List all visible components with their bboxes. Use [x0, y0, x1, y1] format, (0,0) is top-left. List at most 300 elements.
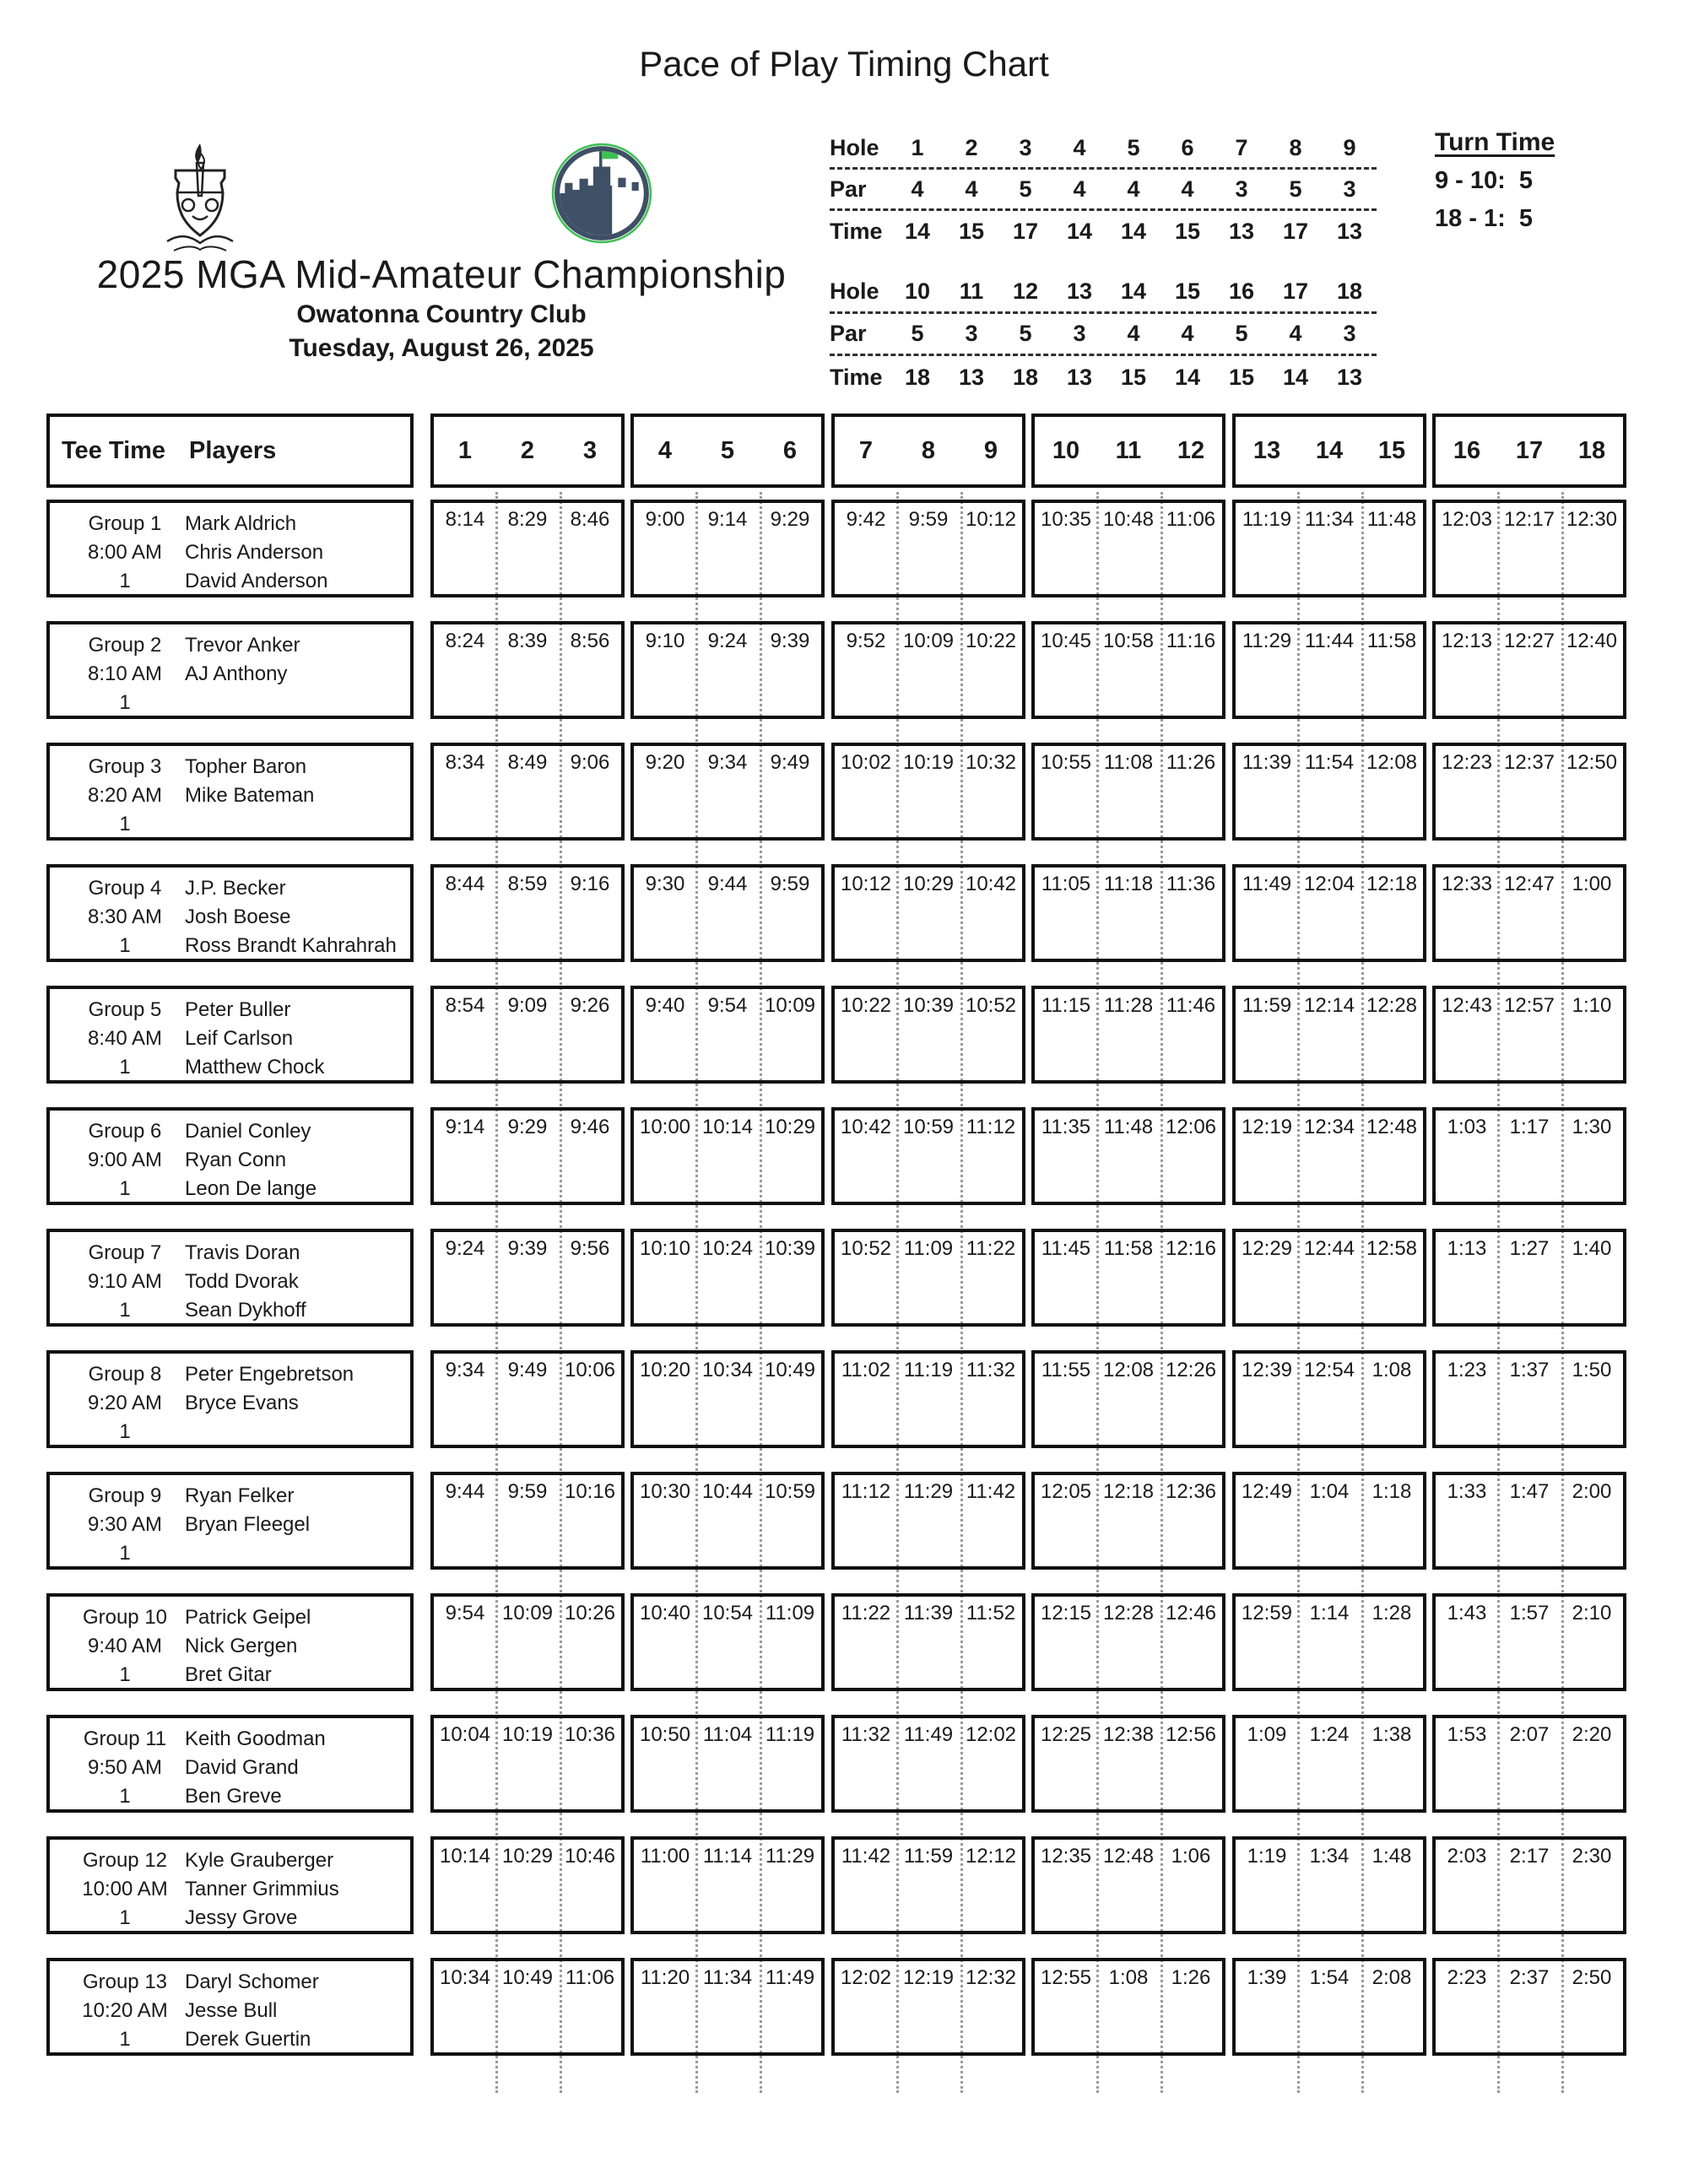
- tee-time-column-header: Tee Time: [62, 436, 166, 464]
- par-value: 4: [1289, 321, 1302, 346]
- par-value: 3: [1235, 176, 1248, 202]
- time-block: [1432, 500, 1626, 597]
- time-block: [630, 1593, 825, 1691]
- hole-time: 9:20: [645, 751, 685, 774]
- time-block: [1432, 743, 1626, 841]
- group-row: [0, 500, 1688, 597]
- front-time-cells: [890, 219, 1377, 245]
- hole-time: 12:02: [840, 1966, 892, 1989]
- time-block: [1432, 621, 1626, 719]
- time-block: [831, 1715, 1025, 1813]
- time-allowance-value: 15: [958, 219, 985, 244]
- time-allowance-value: 13: [1066, 364, 1093, 390]
- group-info-box: [46, 1107, 414, 1205]
- time-block: [630, 1107, 825, 1205]
- hole-time: 12:23: [1441, 751, 1493, 774]
- par-value: 5: [1019, 176, 1032, 202]
- hole-time: 10:30: [639, 1480, 691, 1503]
- par-value: 3: [1073, 321, 1086, 346]
- header-hole-number: 4: [657, 436, 673, 464]
- event-venue: Owatonna Country Club: [296, 300, 587, 328]
- hole-time: 2:08: [1372, 1966, 1412, 1989]
- hole-time: 1:04: [1309, 1480, 1350, 1503]
- group-start-hole: 1: [119, 1542, 131, 1565]
- hole-time: 12:50: [1566, 751, 1618, 774]
- time-row-label: Time: [830, 219, 883, 244]
- hole-time: 11:48: [1366, 508, 1417, 531]
- group-label: Group 7: [88, 1241, 162, 1264]
- hole-time: 12:40: [1566, 630, 1618, 652]
- hole-time: 8:49: [507, 751, 548, 774]
- group-players: [185, 1725, 407, 1811]
- front-hole-cells: [890, 135, 1377, 161]
- hole-number: 10: [904, 278, 931, 304]
- player-name: Bryan Fleegel: [185, 1513, 311, 1536]
- group-row: [0, 1350, 1688, 1448]
- hole-time: 10:29: [764, 1116, 816, 1138]
- player-name: Daniel Conley: [185, 1120, 311, 1143]
- hole-time: 12:58: [1366, 1237, 1418, 1260]
- hole-time: 1:47: [1509, 1480, 1550, 1503]
- hole-time: 12:18: [1102, 1480, 1155, 1503]
- hole-time: 12:34: [1303, 1116, 1355, 1138]
- player-name: Trevor Anker: [185, 634, 300, 657]
- group-start-hole: 1: [119, 934, 131, 957]
- hole-time: 11:22: [966, 1237, 1016, 1260]
- time-allowance-value: 18: [1012, 364, 1039, 390]
- header-hole-number: 5: [720, 436, 735, 464]
- hole-time: 12:59: [1241, 1602, 1293, 1624]
- event-date: Tuesday, August 26, 2025: [289, 334, 594, 362]
- time-block: [831, 864, 1025, 962]
- hole-time: 11:12: [966, 1116, 1016, 1138]
- hole-number: 6: [1181, 134, 1194, 160]
- player-name: Todd Dvorak: [185, 1270, 299, 1293]
- hole-number: 9: [1343, 134, 1356, 160]
- hole-number: 15: [1174, 278, 1201, 304]
- header-hole-block: [430, 414, 625, 488]
- hole-time: 12:43: [1441, 994, 1493, 1017]
- time-block: [1432, 1107, 1626, 1205]
- hole-row-label: Hole: [830, 278, 879, 304]
- hole-time: 10:54: [701, 1602, 754, 1624]
- group-players: [185, 996, 407, 1082]
- time-allowance-value: 13: [1228, 219, 1255, 244]
- time-block: [1031, 1715, 1225, 1813]
- hole-time: 12:27: [1503, 630, 1555, 652]
- hole-time: 9:44: [707, 873, 748, 895]
- group-row: [0, 1836, 1688, 1934]
- group-players: [185, 1360, 407, 1418]
- player-name: Mark Aldrich: [185, 512, 297, 535]
- par-value: 4: [1181, 176, 1194, 202]
- hole-time: 1:30: [1572, 1116, 1612, 1138]
- time-block: [1232, 500, 1426, 597]
- time-block: [430, 1350, 625, 1448]
- hole-time: 10:34: [439, 1966, 491, 1989]
- player-name: Bret Gitar: [185, 1663, 272, 1686]
- hole-time: 10:14: [439, 1845, 491, 1868]
- group-tee-time: 9:00 AM: [87, 1149, 163, 1171]
- hole-time: 10:42: [840, 1116, 892, 1138]
- player-name: David Grand: [185, 1756, 299, 1779]
- group-start-hole: 1: [119, 1906, 131, 1929]
- time-block: [831, 1472, 1025, 1570]
- player-name: Patrick Geipel: [185, 1606, 311, 1629]
- time-block: [430, 621, 625, 719]
- time-block: [1031, 500, 1225, 597]
- group-tee-time: 9:30 AM: [87, 1513, 163, 1536]
- hole-time: 11:32: [966, 1359, 1016, 1381]
- hole-time: 9:59: [770, 873, 810, 895]
- hole-time: 11:39: [903, 1602, 954, 1624]
- player-name: Jesse Bull: [185, 1999, 278, 2022]
- hole-time: 12:02: [965, 1723, 1017, 1746]
- hole-time: 12:19: [902, 1966, 955, 1989]
- par-value: 3: [1343, 176, 1356, 202]
- hole-time: 11:19: [903, 1359, 954, 1381]
- time-block: [1031, 1350, 1225, 1448]
- hole-time: 12:12: [965, 1845, 1017, 1868]
- hole-time: 9:29: [507, 1116, 548, 1138]
- hole-time: 11:36: [1166, 873, 1216, 895]
- hole-time: 10:59: [764, 1480, 816, 1503]
- hole-number: 14: [1120, 278, 1147, 304]
- hole-time: 9:30: [645, 873, 685, 895]
- hole-time: 9:44: [445, 1480, 485, 1503]
- time-block: [430, 986, 625, 1084]
- group-players: [185, 874, 407, 960]
- hole-time: 11:26: [1166, 751, 1216, 774]
- time-allowance-value: 18: [904, 364, 931, 390]
- hole-time: 9:24: [707, 630, 748, 652]
- hole-time: 10:12: [965, 508, 1017, 531]
- time-block: [1432, 1715, 1626, 1813]
- time-block: [430, 1107, 625, 1205]
- hole-time: 12:13: [1441, 630, 1493, 652]
- group-start-hole: 1: [119, 1299, 131, 1322]
- hole-time: 12:08: [1366, 751, 1418, 774]
- hole-time: 2:50: [1572, 1966, 1612, 1989]
- player-name: Matthew Chock: [185, 1056, 325, 1078]
- time-block: [831, 743, 1025, 841]
- group-info-box: [46, 864, 414, 962]
- hole-time: 11:29: [765, 1845, 815, 1868]
- hole-time: 11:32: [841, 1723, 891, 1746]
- group-info-box: [46, 1836, 414, 1934]
- hole-time: 12:48: [1366, 1116, 1418, 1138]
- par-value: 4: [965, 176, 978, 202]
- par-value: 5: [1235, 321, 1248, 346]
- hole-time: 11:20: [640, 1966, 690, 1989]
- hole-time: 11:42: [966, 1480, 1016, 1503]
- hole-time: 2:07: [1509, 1723, 1550, 1746]
- group-info-box: [46, 1958, 414, 2056]
- hole-time: 9:56: [570, 1237, 610, 1260]
- time-block: [1232, 1350, 1426, 1448]
- time-block: [1031, 1593, 1225, 1691]
- group-players: [185, 510, 407, 596]
- hole-time: 10:35: [1040, 508, 1092, 531]
- hole-time: 12:55: [1040, 1966, 1092, 1989]
- hole-time: 10:34: [701, 1359, 754, 1381]
- hole-time: 11:29: [903, 1480, 954, 1503]
- time-allowance-value: 13: [958, 364, 985, 390]
- hole-time: 10:49: [501, 1966, 554, 1989]
- turn-time-entry: 9 - 10: 5: [1435, 167, 1534, 194]
- owatonna-country-club-logo: [550, 142, 653, 245]
- time-block: [630, 1715, 825, 1813]
- hole-time: 10:52: [840, 1237, 892, 1260]
- header-hole-number: 11: [1115, 436, 1142, 464]
- group-start-hole: 1: [119, 1177, 131, 1200]
- hole-time: 11:04: [702, 1723, 753, 1746]
- group-start-hole: 1: [119, 2028, 131, 2051]
- hole-time: 10:04: [439, 1723, 491, 1746]
- hole-time: 9:59: [908, 508, 949, 531]
- hole-time: 12:03: [1441, 508, 1493, 531]
- time-block: [831, 1593, 1025, 1691]
- hole-time: 12:28: [1366, 994, 1418, 1017]
- time-block: [630, 500, 825, 597]
- time-allowance-value: 17: [1282, 219, 1309, 244]
- hole-number: 3: [1019, 134, 1032, 160]
- time-block: [430, 1958, 625, 2056]
- group-info-box: [46, 621, 414, 719]
- hole-time: 10:40: [639, 1602, 691, 1624]
- header-hole-block: [831, 414, 1025, 488]
- hole-time: 10:29: [902, 873, 955, 895]
- hole-time: 12:39: [1241, 1359, 1293, 1381]
- group-info-box: [46, 1229, 414, 1327]
- hole-time: 9:34: [707, 751, 748, 774]
- time-block: [1232, 1715, 1426, 1813]
- hole-time: 10:20: [639, 1359, 691, 1381]
- time-block: [1432, 1958, 1626, 2056]
- player-name: Leif Carlson: [185, 1027, 294, 1050]
- hole-time: 10:29: [501, 1845, 554, 1868]
- hole-time: 1:08: [1372, 1359, 1412, 1381]
- group-label: Group 3: [88, 755, 162, 778]
- hole-time: 9:46: [570, 1116, 610, 1138]
- hole-time: 11:55: [1041, 1359, 1091, 1381]
- time-block: [430, 1715, 625, 1813]
- hole-time: 10:10: [639, 1237, 691, 1260]
- time-block: [630, 1472, 825, 1570]
- hole-time: 12:08: [1102, 1359, 1155, 1381]
- hole-time: 10:49: [764, 1359, 816, 1381]
- hole-time: 9:54: [445, 1602, 485, 1624]
- group-info-box: [46, 743, 414, 841]
- hole-time: 1:28: [1372, 1602, 1412, 1624]
- hole-time: 10:59: [902, 1116, 955, 1138]
- hole-time: 11:02: [841, 1359, 891, 1381]
- time-block: [430, 1472, 625, 1570]
- hole-time: 12:57: [1503, 994, 1555, 1017]
- time-block: [831, 1350, 1025, 1448]
- player-name: Topher Baron: [185, 755, 307, 778]
- par-value: 4: [1073, 176, 1086, 202]
- hole-time: 1:57: [1509, 1602, 1550, 1624]
- hole-time: 10:22: [965, 630, 1017, 652]
- hole-time: 10:42: [965, 873, 1017, 895]
- hole-time: 12:29: [1241, 1237, 1293, 1260]
- group-label: Group 10: [82, 1606, 168, 1629]
- hole-time: 1:13: [1447, 1237, 1487, 1260]
- hole-time: 12:28: [1102, 1602, 1155, 1624]
- hole-number: 11: [959, 278, 984, 304]
- hole-time: 11:46: [1166, 994, 1216, 1017]
- header-hole-number: 2: [520, 436, 535, 464]
- hole-time: 9:24: [445, 1237, 485, 1260]
- hole-row-label: Hole: [830, 134, 879, 160]
- player-name: Ben Greve: [185, 1785, 282, 1808]
- hole-time: 11:05: [1041, 873, 1091, 895]
- time-block: [1232, 743, 1426, 841]
- hole-time: 11:06: [1166, 508, 1216, 531]
- back-nine-info-table: [830, 272, 1377, 398]
- hole-time: 8:29: [507, 508, 548, 531]
- group-row: [0, 1715, 1688, 1813]
- time-block: [831, 621, 1025, 719]
- time-block: [1031, 1472, 1225, 1570]
- time-block: [1432, 1350, 1626, 1448]
- player-name: Chris Anderson: [185, 541, 324, 564]
- hole-time: 12:35: [1040, 1845, 1092, 1868]
- time-block: [831, 1229, 1025, 1327]
- hole-time: 10:02: [840, 751, 892, 774]
- hole-time: 9:00: [645, 508, 685, 531]
- hole-time: 11:08: [1103, 751, 1154, 774]
- time-block: [1031, 621, 1225, 719]
- hole-time: 1:26: [1171, 1966, 1211, 1989]
- group-players: [185, 1482, 407, 1539]
- group-row: [0, 864, 1688, 962]
- hole-time: 9:16: [570, 873, 610, 895]
- hole-number: 1: [911, 134, 924, 160]
- hole-time: 2:20: [1572, 1723, 1612, 1746]
- header-hole-block: [1232, 414, 1426, 488]
- hole-time: 10:39: [902, 994, 955, 1017]
- group-start-hole: 1: [119, 691, 131, 714]
- hole-number: 16: [1228, 278, 1255, 304]
- time-block: [430, 1593, 625, 1691]
- hole-time: 12:49: [1241, 1480, 1293, 1503]
- player-name: Josh Boese: [185, 905, 291, 928]
- par-row-label: Par: [830, 321, 867, 346]
- hole-time: 1:34: [1309, 1845, 1350, 1868]
- hole-time: 10:50: [639, 1723, 691, 1746]
- group-row: [0, 743, 1688, 841]
- hole-time: 10:19: [501, 1723, 554, 1746]
- hole-number: 18: [1336, 278, 1363, 304]
- header-hole-number: 9: [983, 436, 998, 464]
- hole-time: 11:58: [1103, 1237, 1154, 1260]
- hole-time: 11:18: [1103, 873, 1154, 895]
- par-row-label: Par: [830, 176, 867, 202]
- hole-time: 8:46: [570, 508, 610, 531]
- hole-time: 9:06: [570, 751, 610, 774]
- time-block: [430, 500, 625, 597]
- hole-time: 9:14: [707, 508, 748, 531]
- hole-time: 12:37: [1503, 751, 1555, 774]
- time-allowance-value: 17: [1012, 219, 1039, 244]
- hole-time: 12:38: [1102, 1723, 1155, 1746]
- time-block: [630, 1958, 825, 2056]
- par-value: 5: [1289, 176, 1302, 202]
- time-block: [831, 1836, 1025, 1934]
- time-block: [1031, 1107, 1225, 1205]
- hole-time: 1:10: [1572, 994, 1612, 1017]
- hole-number: 7: [1235, 134, 1248, 160]
- hole-time: 9:49: [507, 1359, 548, 1381]
- time-block: [430, 1229, 625, 1327]
- group-start-hole: 1: [119, 1663, 131, 1686]
- player-name: Leon De lange: [185, 1177, 317, 1200]
- header-hole-number: 13: [1252, 436, 1281, 464]
- group-tee-time: 10:00 AM: [82, 1878, 168, 1900]
- hole-time: 8:59: [507, 873, 548, 895]
- player-name: Derek Guertin: [185, 2028, 311, 2051]
- time-allowance-value: 13: [1336, 364, 1363, 390]
- hole-time: 10:45: [1040, 630, 1092, 652]
- player-name: Kyle Grauberger: [185, 1849, 334, 1872]
- hole-time: 1:39: [1247, 1966, 1287, 1989]
- hole-time: 12:19: [1241, 1116, 1293, 1138]
- group-tee-time: 8:30 AM: [87, 905, 163, 928]
- hole-time: 10:16: [564, 1480, 616, 1503]
- group-start-hole: 1: [119, 570, 131, 592]
- castle-flag-icon: [550, 142, 653, 245]
- front-hole-row: [830, 128, 1377, 170]
- time-block: [831, 1958, 1025, 2056]
- hole-time: 1:37: [1509, 1359, 1550, 1381]
- time-block: [831, 986, 1025, 1084]
- hole-time: 10:26: [564, 1602, 616, 1624]
- hole-number: 5: [1127, 134, 1140, 160]
- hole-time: 11:06: [565, 1966, 615, 1989]
- time-block: [1232, 1229, 1426, 1327]
- hole-time: 1:06: [1171, 1845, 1211, 1868]
- player-name: Sean Dykhoff: [185, 1299, 306, 1322]
- back-hole-cells: [890, 278, 1377, 305]
- time-allowance-value: 15: [1228, 364, 1255, 390]
- group-label: Group 4: [88, 877, 162, 900]
- header-hole-number: 17: [1515, 436, 1544, 464]
- hole-time: 11:14: [702, 1845, 753, 1868]
- hole-time: 9:49: [770, 751, 810, 774]
- player-name: Ryan Conn: [185, 1149, 287, 1171]
- header-hole-number: 6: [782, 436, 798, 464]
- hole-time: 10:00: [639, 1116, 691, 1138]
- turn-time-title: Turn Time: [1435, 128, 1555, 156]
- group-info-box: [46, 1715, 414, 1813]
- group-start-hole: 1: [119, 813, 131, 835]
- hole-time: 10:32: [965, 751, 1017, 774]
- hole-number: 12: [1012, 278, 1039, 304]
- group-players: [185, 1846, 407, 1933]
- header-hole-number: 15: [1377, 436, 1406, 464]
- hole-time: 2:37: [1509, 1966, 1550, 1989]
- hole-time: 2:00: [1572, 1480, 1612, 1503]
- hole-time: 11:09: [903, 1237, 954, 1260]
- hole-time: 1:50: [1572, 1359, 1612, 1381]
- hole-time: 9:42: [846, 508, 886, 531]
- time-block: [1432, 1593, 1626, 1691]
- group-tee-time: 8:00 AM: [87, 541, 163, 564]
- hole-time: 12:26: [1165, 1359, 1217, 1381]
- hole-time: 10:55: [1040, 751, 1092, 774]
